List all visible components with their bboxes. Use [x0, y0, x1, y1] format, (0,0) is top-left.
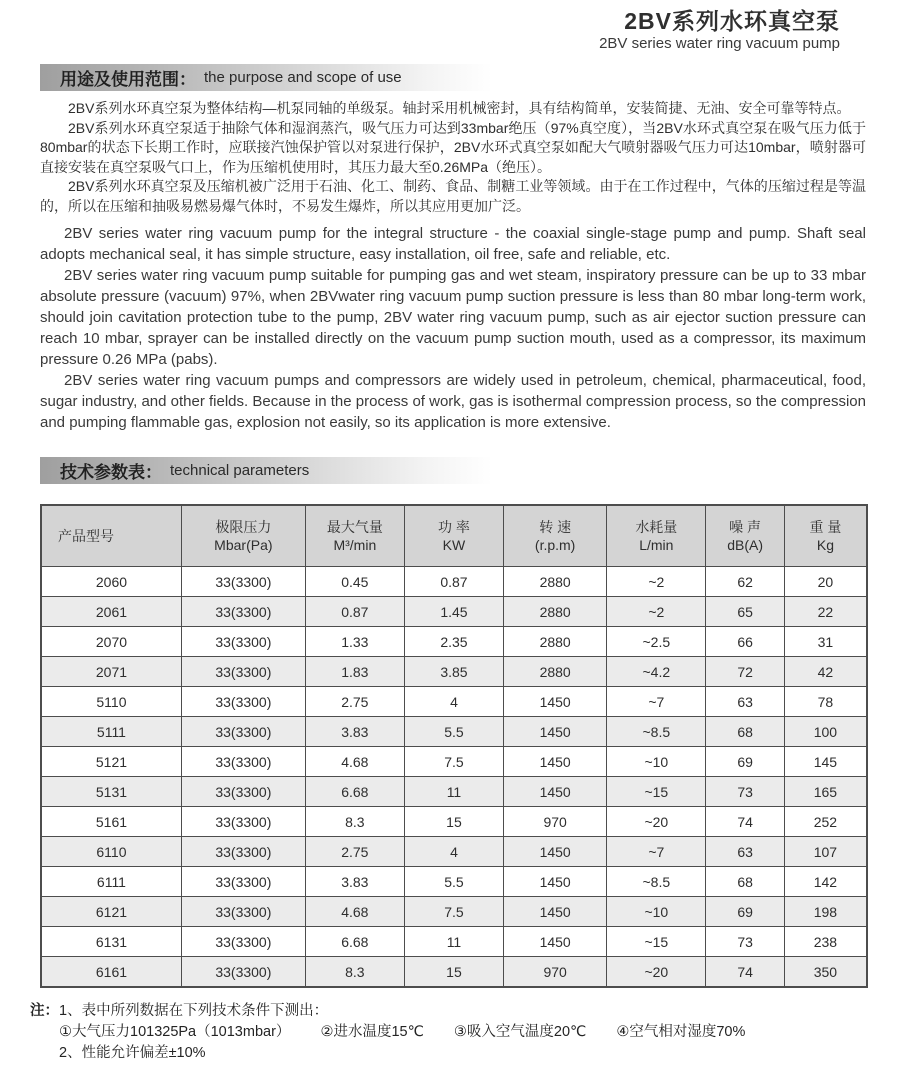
paragraph-en-1: 2BV series water ring vacuum pump for the integral structure - the coaxial single-stage pump and pump. Shaft seal adopts mechanical seal, it has simple structure, easy installation, oil free, safe and reliable, etc. [40, 225, 866, 263]
note-label: 注： [30, 1003, 59, 1019]
table-cell: 63 [706, 837, 784, 867]
table-cell: 2.75 [305, 837, 404, 867]
table-cell: 970 [504, 807, 607, 837]
purpose-heading-chinese: 用途及使用范围： [60, 70, 196, 89]
table-cell: 5.5 [404, 717, 503, 747]
column-header: 水耗量 L/min [607, 505, 706, 567]
table-cell: ~2 [607, 597, 706, 627]
table-row [41, 717, 867, 747]
table-cell: 33(3300) [181, 927, 305, 957]
table-cell: 7.5 [404, 897, 503, 927]
table-cell: 1450 [504, 927, 607, 957]
table-cell: ~7 [607, 837, 706, 867]
note-item-1: 1、表中所列数据在下列技术条件下测出： [59, 1003, 329, 1019]
table-cell: 2880 [504, 627, 607, 657]
table-cell: 4 [404, 837, 503, 867]
column-header: 噪 声 dB(A) [706, 505, 784, 567]
table-cell: 2070 [41, 627, 181, 657]
table-cell: 238 [784, 927, 867, 957]
table-cell: ~8.5 [607, 867, 706, 897]
table-cell: 6110 [41, 837, 181, 867]
table-cell: 6111 [41, 867, 181, 897]
table-cell: 69 [706, 747, 784, 777]
table-cell: 42 [784, 657, 867, 687]
table-cell: 0.45 [305, 567, 404, 597]
purpose-heading-english: the purpose and scope of use [204, 69, 402, 86]
table-cell: 4.68 [305, 897, 404, 927]
table-cell: 350 [784, 957, 867, 988]
table-header [41, 505, 867, 567]
table-cell: 5131 [41, 777, 181, 807]
table-row [41, 897, 867, 927]
table-cell: 5121 [41, 747, 181, 777]
table-row [41, 627, 867, 657]
table-cell: ~10 [607, 897, 706, 927]
table-cell: 2060 [41, 567, 181, 597]
table-cell: 68 [706, 867, 784, 897]
table-cell: 2880 [504, 567, 607, 597]
table-cell: 6131 [41, 927, 181, 957]
condition-atmospheric-pressure: ①大气压力101325Pa（1013mbar） [59, 1024, 291, 1040]
table-row [41, 597, 867, 627]
purpose-text-chinese [40, 99, 866, 216]
table-cell: ~4.2 [607, 657, 706, 687]
table-cell: 3.83 [305, 717, 404, 747]
page-header [0, 0, 900, 54]
table-cell: 5111 [41, 717, 181, 747]
table-cell: 165 [784, 777, 867, 807]
table-cell: 15 [404, 807, 503, 837]
table-header-row [41, 505, 867, 567]
table-row [41, 957, 867, 988]
table-cell: ~15 [607, 927, 706, 957]
column-header: 极限压力 Mbar(Pa) [181, 505, 305, 567]
table-cell: 65 [706, 597, 784, 627]
table-cell: 11 [404, 927, 503, 957]
table-cell: 107 [784, 837, 867, 867]
table-cell: 33(3300) [181, 657, 305, 687]
table-cell: 6.68 [305, 927, 404, 957]
table-cell: 33(3300) [181, 837, 305, 867]
table-cell: 7.5 [404, 747, 503, 777]
table-cell: 33(3300) [181, 747, 305, 777]
table-cell: 2880 [504, 657, 607, 687]
paragraph-en-3: 2BV series water ring vacuum pumps and compressors are widely used in petroleum, chemical, pharmaceutical, food, sugar industry, and other fields. Because in the process of work, gas is isothermal compression process, so the compression and pumping flammable gas, explosion not easily, so its application is more extensive. [40, 372, 866, 431]
table-cell: 1.45 [404, 597, 503, 627]
table-cell: 100 [784, 717, 867, 747]
parameters-heading-chinese: 技术参数表： [60, 463, 162, 482]
table-row [41, 837, 867, 867]
table-cell: ~7 [607, 687, 706, 717]
paragraph-en-2: 2BV series water ring vacuum pump suitable for pumping gas and wet steam, inspiratory pressure can be up to 33 mbar absolute pressure (vacuum) 97%, when 2BVwater ring vacuum pump suction pressure is less than 80 mbar long-term work, should join cavitation protection tube to the pump, 2BV water ring vacuum pump, such as air ejector suction pressure can reach 10 mbar, sprayer can be installed directly on the vacuum pump suction mouth, used as a compressor, its maximum pressure 0.26 MPa (pabs). [40, 267, 866, 368]
table-cell: 1450 [504, 747, 607, 777]
table-cell: 3.85 [404, 657, 503, 687]
column-header: 功 率 KW [404, 505, 503, 567]
table-row [41, 687, 867, 717]
table-cell: 69 [706, 897, 784, 927]
table-cell: 72 [706, 657, 784, 687]
table-cell: 68 [706, 717, 784, 747]
table-cell: 1.33 [305, 627, 404, 657]
table-cell: 15 [404, 957, 503, 988]
table-cell: 22 [784, 597, 867, 627]
table-cell: 198 [784, 897, 867, 927]
table-cell: ~2.5 [607, 627, 706, 657]
table-cell: 33(3300) [181, 897, 305, 927]
column-header: 转 速 (r.p.m) [504, 505, 607, 567]
table-row [41, 567, 867, 597]
paragraph-cn-1: 2BV系列水环真空泵为整体结构—机泵同轴的单级泵。轴封采用机械密封，具有结构简单，安装简捷、无油、安全可靠等特点。 [68, 100, 851, 116]
column-header: 产品型号 [41, 505, 181, 567]
table-cell: ~20 [607, 957, 706, 988]
footnotes [30, 1001, 870, 1064]
table-cell: 33(3300) [181, 567, 305, 597]
table-cell: 0.87 [404, 567, 503, 597]
table-cell: 78 [784, 687, 867, 717]
table-cell: 8.3 [305, 957, 404, 988]
table-row [41, 867, 867, 897]
table-cell: 4.68 [305, 747, 404, 777]
table-cell: 0.87 [305, 597, 404, 627]
table-body [41, 567, 867, 988]
page-title-chinese: 2BV系列水环真空泵 [624, 8, 840, 34]
table-cell: 33(3300) [181, 867, 305, 897]
table-cell: 74 [706, 807, 784, 837]
table-cell: ~10 [607, 747, 706, 777]
table-cell: 33(3300) [181, 777, 305, 807]
table-cell: 252 [784, 807, 867, 837]
condition-relative-humidity: ④空气相对湿度70% [616, 1024, 746, 1040]
table-cell: 33(3300) [181, 627, 305, 657]
table-cell: 1450 [504, 897, 607, 927]
table-cell: 74 [706, 957, 784, 988]
purpose-text-english [40, 223, 866, 433]
section-heading-parameters [40, 457, 492, 484]
table-cell: 33(3300) [181, 807, 305, 837]
parameters-heading-english: technical parameters [170, 462, 310, 479]
table-cell: 73 [706, 927, 784, 957]
table-cell: 33(3300) [181, 717, 305, 747]
table-cell: 1450 [504, 867, 607, 897]
table-cell: 6.68 [305, 777, 404, 807]
section-heading-purpose [40, 64, 492, 91]
table-cell: ~2 [607, 567, 706, 597]
table-cell: 5161 [41, 807, 181, 837]
parameters-table [40, 504, 868, 988]
table-row [41, 777, 867, 807]
table-cell: 1.83 [305, 657, 404, 687]
table-cell: 3.83 [305, 867, 404, 897]
table-cell: 8.3 [305, 807, 404, 837]
table-cell: 63 [706, 687, 784, 717]
table-cell: 1450 [504, 837, 607, 867]
table-cell: 2.35 [404, 627, 503, 657]
table-row [41, 747, 867, 777]
paragraph-cn-2: 2BV系列水环真空泵适于抽除气体和湿润蒸汽，吸气压力可达到33mbar绝压（97%真空度），当2BV水环式真空泵在吸气压力低于80mbar的状态下长期工作时，应联接汽蚀保护管以对泵进行保护，2BV水环式真空泵如配大气喷射器吸气压力可达10mbar，喷射器可直接安装在真空泵吸气口上，作为压缩机使用时，其压力最大至0.26MPa（绝压）。 [40, 119, 866, 175]
note-body [59, 1001, 870, 1064]
table-cell: 2.75 [305, 687, 404, 717]
table-cell: 6121 [41, 897, 181, 927]
table-cell: 970 [504, 957, 607, 988]
table-cell: 2061 [41, 597, 181, 627]
table-cell: 73 [706, 777, 784, 807]
column-header: 重 量 Kg [784, 505, 867, 567]
table-cell: 66 [706, 627, 784, 657]
table-cell: ~20 [607, 807, 706, 837]
condition-air-temperature: ③吸入空气温度20℃ [453, 1024, 587, 1040]
table-cell: 145 [784, 747, 867, 777]
table-cell: 2071 [41, 657, 181, 687]
table-row [41, 927, 867, 957]
table-cell: 5.5 [404, 867, 503, 897]
table-cell: ~15 [607, 777, 706, 807]
table-row [41, 657, 867, 687]
table-cell: 20 [784, 567, 867, 597]
table-cell: 142 [784, 867, 867, 897]
table-cell: 62 [706, 567, 784, 597]
table-cell: 33(3300) [181, 687, 305, 717]
table-cell: 1450 [504, 717, 607, 747]
table-row [41, 807, 867, 837]
column-header: 最大气量 M³/min [305, 505, 404, 567]
table-cell: 31 [784, 627, 867, 657]
table-cell: 33(3300) [181, 597, 305, 627]
note-conditions [59, 1022, 870, 1043]
table-cell: 4 [404, 687, 503, 717]
table-cell: 11 [404, 777, 503, 807]
table-cell: 1450 [504, 687, 607, 717]
table-cell: 6161 [41, 957, 181, 988]
paragraph-cn-3: 2BV系列水环真空泵及压缩机被广泛用于石油、化工、制药、食品、制糖工业等领域。由于在工作过程中，气体的压缩过程是等温的，所以在压缩和抽吸易燃易爆气体时，不易发生爆炸，所以其应用更加广泛。 [40, 178, 866, 214]
table-cell: 2880 [504, 597, 607, 627]
table-cell: ~8.5 [607, 717, 706, 747]
condition-water-temperature: ②进水温度15℃ [320, 1024, 424, 1040]
page-title-english: 2BV series water ring vacuum pump [599, 35, 840, 52]
note-item-2: 2、性能允许偏差±10% [59, 1045, 206, 1061]
table-cell: 33(3300) [181, 957, 305, 988]
table-cell: 1450 [504, 777, 607, 807]
table-cell: 5110 [41, 687, 181, 717]
